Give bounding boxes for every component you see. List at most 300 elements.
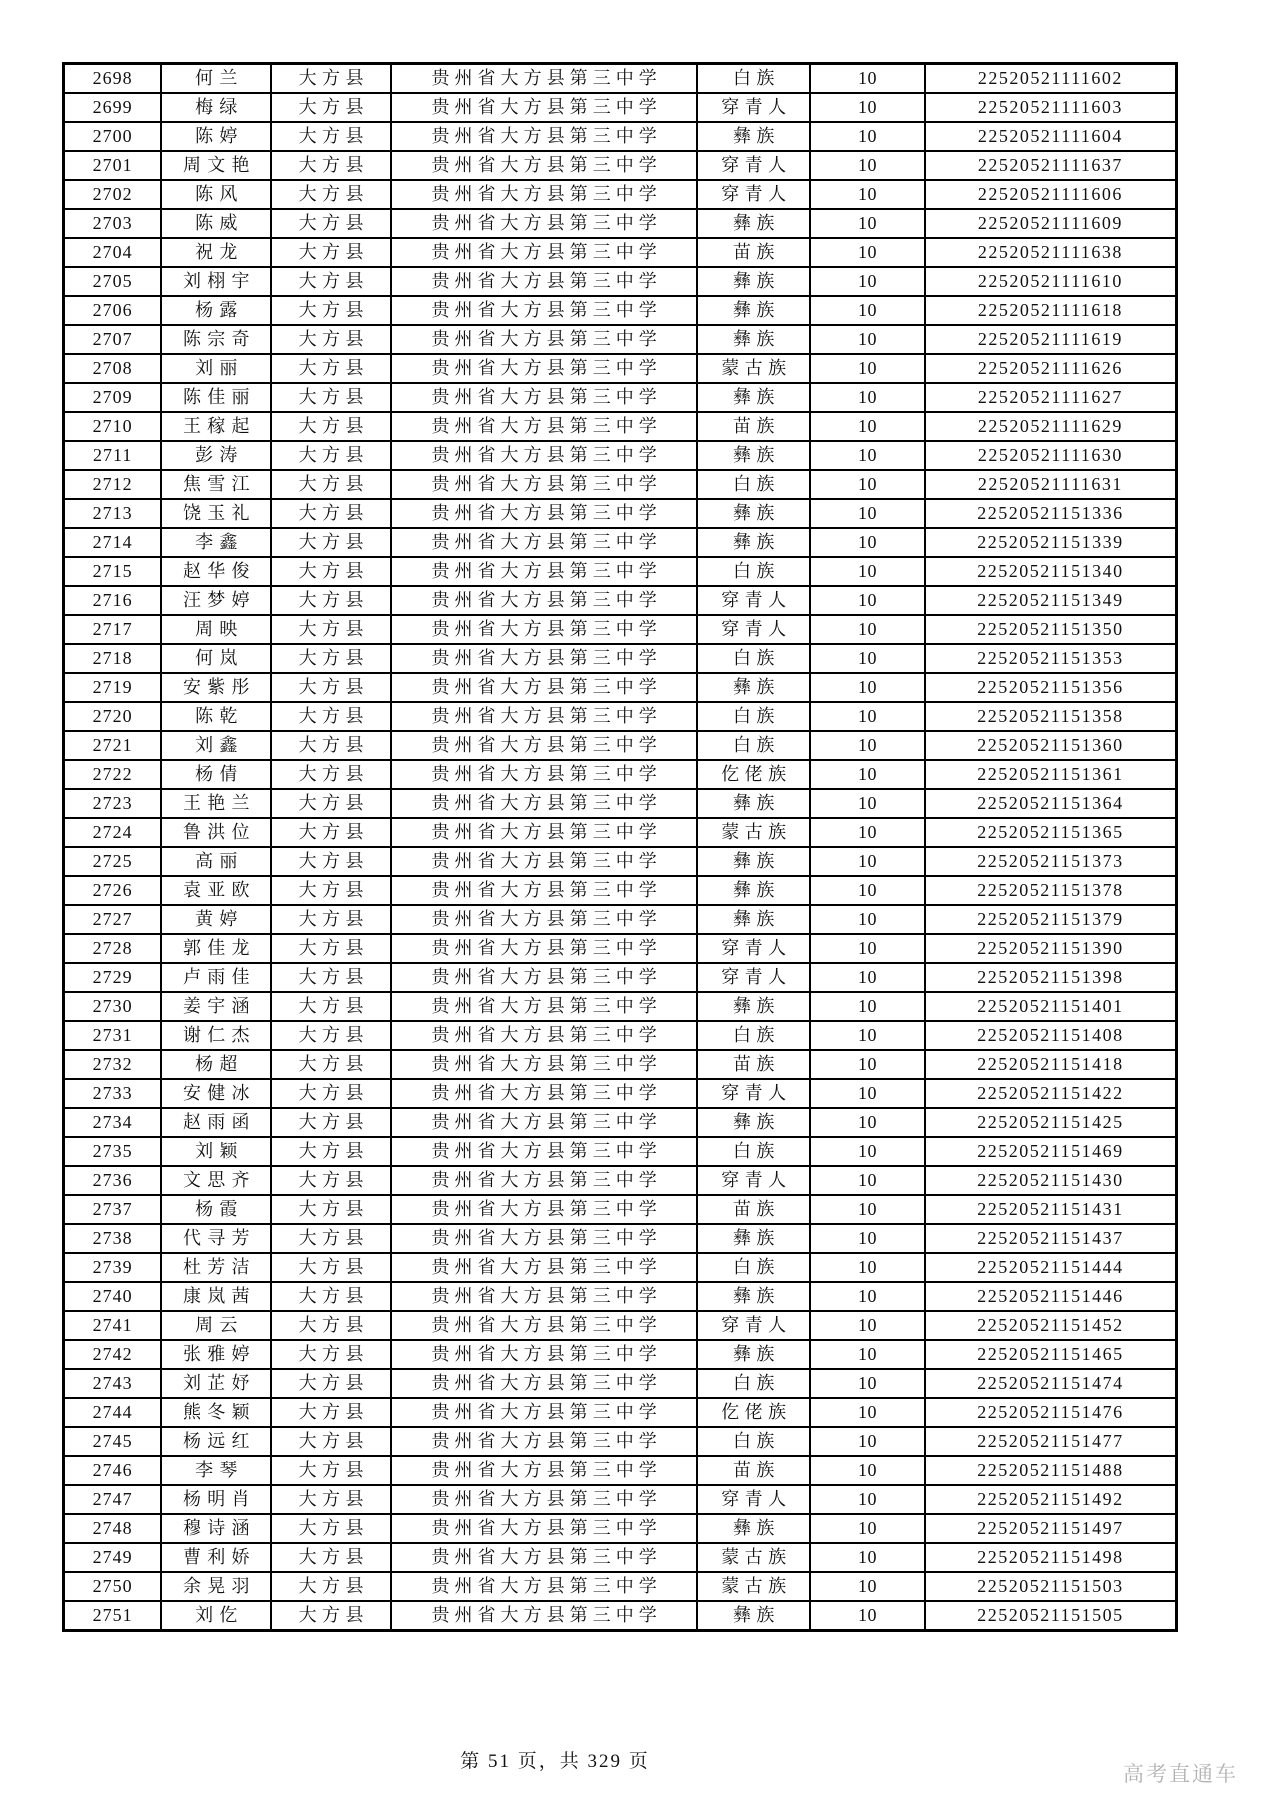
student-name-cell: 谢仁杰 bbox=[161, 1021, 271, 1050]
student-name-cell: 安紫彤 bbox=[161, 673, 271, 702]
school-cell: 贵州省大方县第三中学 bbox=[391, 1311, 697, 1340]
county-cell: 大方县 bbox=[271, 818, 391, 847]
serial-number-cell: 2722 bbox=[64, 760, 162, 789]
serial-number-cell: 2744 bbox=[64, 1398, 162, 1427]
county-cell: 大方县 bbox=[271, 412, 391, 441]
serial-number-cell: 2747 bbox=[64, 1485, 162, 1514]
school-cell: 贵州省大方县第三中学 bbox=[391, 1485, 697, 1514]
table-row bbox=[64, 702, 1177, 731]
table-row bbox=[64, 267, 1177, 296]
table-row bbox=[64, 238, 1177, 267]
exam-id-cell: 22520521151422 bbox=[925, 1079, 1177, 1108]
county-cell: 大方县 bbox=[271, 1543, 391, 1572]
school-cell: 贵州省大方县第三中学 bbox=[391, 586, 697, 615]
county-cell: 大方县 bbox=[271, 180, 391, 209]
ethnicity-cell: 彝族 bbox=[697, 1601, 810, 1631]
score-value-cell: 10 bbox=[810, 1311, 925, 1340]
ethnicity-cell: 穿青人 bbox=[697, 586, 810, 615]
school-cell: 贵州省大方县第三中学 bbox=[391, 673, 697, 702]
school-cell: 贵州省大方县第三中学 bbox=[391, 1514, 697, 1543]
school-cell: 贵州省大方县第三中学 bbox=[391, 1050, 697, 1079]
school-cell: 贵州省大方县第三中学 bbox=[391, 1137, 697, 1166]
serial-number-cell: 2750 bbox=[64, 1572, 162, 1601]
table-row bbox=[64, 905, 1177, 934]
ethnicity-cell: 白族 bbox=[697, 644, 810, 673]
table-row bbox=[64, 1021, 1177, 1050]
exam-id-cell: 22520521151350 bbox=[925, 615, 1177, 644]
school-cell: 贵州省大方县第三中学 bbox=[391, 847, 697, 876]
county-cell: 大方县 bbox=[271, 1079, 391, 1108]
ethnicity-cell: 穿青人 bbox=[697, 615, 810, 644]
ethnicity-cell: 彝族 bbox=[697, 1224, 810, 1253]
ethnicity-cell: 彝族 bbox=[697, 528, 810, 557]
serial-number-cell: 2714 bbox=[64, 528, 162, 557]
student-name-cell: 周云 bbox=[161, 1311, 271, 1340]
student-name-cell: 杜芳洁 bbox=[161, 1253, 271, 1282]
county-cell: 大方县 bbox=[271, 876, 391, 905]
serial-number-cell: 2715 bbox=[64, 557, 162, 586]
serial-number-cell: 2717 bbox=[64, 615, 162, 644]
ethnicity-cell: 彝族 bbox=[697, 499, 810, 528]
student-name-cell: 黄婷 bbox=[161, 905, 271, 934]
student-name-cell: 卢雨佳 bbox=[161, 963, 271, 992]
exam-id-cell: 22520521151365 bbox=[925, 818, 1177, 847]
school-cell: 贵州省大方县第三中学 bbox=[391, 325, 697, 354]
ethnicity-cell: 苗族 bbox=[697, 1456, 810, 1485]
county-cell: 大方县 bbox=[271, 93, 391, 122]
school-cell: 贵州省大方县第三中学 bbox=[391, 1340, 697, 1369]
ethnicity-cell: 彝族 bbox=[697, 992, 810, 1021]
county-cell: 大方县 bbox=[271, 1224, 391, 1253]
exam-id-cell: 22520521151336 bbox=[925, 499, 1177, 528]
exam-id-cell: 22520521151430 bbox=[925, 1166, 1177, 1195]
exam-id-cell: 22520521151364 bbox=[925, 789, 1177, 818]
serial-number-cell: 2729 bbox=[64, 963, 162, 992]
score-value-cell: 10 bbox=[810, 1021, 925, 1050]
student-name-cell: 周映 bbox=[161, 615, 271, 644]
student-name-cell: 李琴 bbox=[161, 1456, 271, 1485]
county-cell: 大方县 bbox=[271, 992, 391, 1021]
school-cell: 贵州省大方县第三中学 bbox=[391, 963, 697, 992]
serial-number-cell: 2709 bbox=[64, 383, 162, 412]
student-name-cell: 陈宗奇 bbox=[161, 325, 271, 354]
student-name-cell: 刘芷妤 bbox=[161, 1369, 271, 1398]
score-value-cell: 10 bbox=[810, 499, 925, 528]
table-row bbox=[64, 1601, 1177, 1631]
student-name-cell: 刘栩宇 bbox=[161, 267, 271, 296]
table-row bbox=[64, 325, 1177, 354]
county-cell: 大方县 bbox=[271, 383, 391, 412]
table-row bbox=[64, 296, 1177, 325]
score-value-cell: 10 bbox=[810, 296, 925, 325]
serial-number-cell: 2728 bbox=[64, 934, 162, 963]
score-value-cell: 10 bbox=[810, 1079, 925, 1108]
student-name-cell: 姜宇涵 bbox=[161, 992, 271, 1021]
exam-id-cell: 22520521151477 bbox=[925, 1427, 1177, 1456]
score-value-cell: 10 bbox=[810, 412, 925, 441]
exam-id-cell: 22520521151361 bbox=[925, 760, 1177, 789]
school-cell: 贵州省大方县第三中学 bbox=[391, 615, 697, 644]
county-cell: 大方县 bbox=[271, 1572, 391, 1601]
school-cell: 贵州省大方县第三中学 bbox=[391, 1195, 697, 1224]
student-name-cell: 陈威 bbox=[161, 209, 271, 238]
county-cell: 大方县 bbox=[271, 1166, 391, 1195]
table-row bbox=[64, 760, 1177, 789]
serial-number-cell: 2741 bbox=[64, 1311, 162, 1340]
serial-number-cell: 2707 bbox=[64, 325, 162, 354]
table-row bbox=[64, 1485, 1177, 1514]
student-name-cell: 余晃羽 bbox=[161, 1572, 271, 1601]
serial-number-cell: 2726 bbox=[64, 876, 162, 905]
score-value-cell: 10 bbox=[810, 1572, 925, 1601]
school-cell: 贵州省大方县第三中学 bbox=[391, 702, 697, 731]
score-value-cell: 10 bbox=[810, 1398, 925, 1427]
serial-number-cell: 2737 bbox=[64, 1195, 162, 1224]
table-row bbox=[64, 1543, 1177, 1572]
student-name-cell: 赵华俊 bbox=[161, 557, 271, 586]
ethnicity-cell: 白族 bbox=[697, 1137, 810, 1166]
student-name-cell: 陈乾 bbox=[161, 702, 271, 731]
exam-id-cell: 22520521111630 bbox=[925, 441, 1177, 470]
score-value-cell: 10 bbox=[810, 586, 925, 615]
serial-number-cell: 2743 bbox=[64, 1369, 162, 1398]
score-value-cell: 10 bbox=[810, 1224, 925, 1253]
score-value-cell: 10 bbox=[810, 1456, 925, 1485]
student-name-cell: 杨明肖 bbox=[161, 1485, 271, 1514]
school-cell: 贵州省大方县第三中学 bbox=[391, 180, 697, 209]
county-cell: 大方县 bbox=[271, 1311, 391, 1340]
score-value-cell: 10 bbox=[810, 847, 925, 876]
table-row bbox=[64, 180, 1177, 209]
ethnicity-cell: 蒙古族 bbox=[697, 818, 810, 847]
exam-id-cell: 22520521151360 bbox=[925, 731, 1177, 760]
ethnicity-cell: 苗族 bbox=[697, 1195, 810, 1224]
county-cell: 大方县 bbox=[271, 673, 391, 702]
ethnicity-cell: 彝族 bbox=[697, 1514, 810, 1543]
exam-id-cell: 22520521151418 bbox=[925, 1050, 1177, 1079]
ethnicity-cell: 白族 bbox=[697, 1369, 810, 1398]
serial-number-cell: 2702 bbox=[64, 180, 162, 209]
serial-number-cell: 2700 bbox=[64, 122, 162, 151]
exam-id-cell: 22520521151503 bbox=[925, 1572, 1177, 1601]
serial-number-cell: 2736 bbox=[64, 1166, 162, 1195]
student-name-cell: 高丽 bbox=[161, 847, 271, 876]
ethnicity-cell: 穿青人 bbox=[697, 93, 810, 122]
table-row bbox=[64, 1137, 1177, 1166]
serial-number-cell: 2735 bbox=[64, 1137, 162, 1166]
student-name-cell: 刘仡 bbox=[161, 1601, 271, 1631]
serial-number-cell: 2746 bbox=[64, 1456, 162, 1485]
table-row bbox=[64, 644, 1177, 673]
ethnicity-cell: 白族 bbox=[697, 557, 810, 586]
serial-number-cell: 2724 bbox=[64, 818, 162, 847]
table-row bbox=[64, 1369, 1177, 1398]
student-name-cell: 何兰 bbox=[161, 64, 271, 94]
table-row bbox=[64, 673, 1177, 702]
county-cell: 大方县 bbox=[271, 731, 391, 760]
table-row bbox=[64, 1456, 1177, 1485]
ethnicity-cell: 彝族 bbox=[697, 122, 810, 151]
ethnicity-cell: 彝族 bbox=[697, 847, 810, 876]
table-row bbox=[64, 1427, 1177, 1456]
score-value-cell: 10 bbox=[810, 557, 925, 586]
school-cell: 贵州省大方县第三中学 bbox=[391, 151, 697, 180]
school-cell: 贵州省大方县第三中学 bbox=[391, 760, 697, 789]
county-cell: 大方县 bbox=[271, 1485, 391, 1514]
serial-number-cell: 2751 bbox=[64, 1601, 162, 1631]
county-cell: 大方县 bbox=[271, 209, 391, 238]
ethnicity-cell: 彝族 bbox=[697, 1340, 810, 1369]
ethnicity-cell: 苗族 bbox=[697, 1050, 810, 1079]
county-cell: 大方县 bbox=[271, 354, 391, 383]
county-cell: 大方县 bbox=[271, 122, 391, 151]
school-cell: 贵州省大方县第三中学 bbox=[391, 209, 697, 238]
student-name-cell: 穆诗涵 bbox=[161, 1514, 271, 1543]
table-row bbox=[64, 731, 1177, 760]
table-row bbox=[64, 528, 1177, 557]
score-value-cell: 10 bbox=[810, 1166, 925, 1195]
serial-number-cell: 2701 bbox=[64, 151, 162, 180]
school-cell: 贵州省大方县第三中学 bbox=[391, 1021, 697, 1050]
score-value-cell: 10 bbox=[810, 267, 925, 296]
score-value-cell: 10 bbox=[810, 1514, 925, 1543]
score-value-cell: 10 bbox=[810, 1543, 925, 1572]
school-cell: 贵州省大方县第三中学 bbox=[391, 1282, 697, 1311]
ethnicity-cell: 蒙古族 bbox=[697, 1543, 810, 1572]
ethnicity-cell: 仡佬族 bbox=[697, 1398, 810, 1427]
table-row bbox=[64, 934, 1177, 963]
county-cell: 大方县 bbox=[271, 963, 391, 992]
serial-number-cell: 2706 bbox=[64, 296, 162, 325]
table-row bbox=[64, 470, 1177, 499]
serial-number-cell: 2742 bbox=[64, 1340, 162, 1369]
ethnicity-cell: 彝族 bbox=[697, 905, 810, 934]
score-value-cell: 10 bbox=[810, 383, 925, 412]
county-cell: 大方县 bbox=[271, 557, 391, 586]
serial-number-cell: 2748 bbox=[64, 1514, 162, 1543]
student-name-cell: 陈风 bbox=[161, 180, 271, 209]
exam-id-cell: 22520521111629 bbox=[925, 412, 1177, 441]
school-cell: 贵州省大方县第三中学 bbox=[391, 876, 697, 905]
county-cell: 大方县 bbox=[271, 1195, 391, 1224]
score-value-cell: 10 bbox=[810, 644, 925, 673]
exam-id-cell: 22520521151444 bbox=[925, 1253, 1177, 1282]
school-cell: 贵州省大方县第三中学 bbox=[391, 1253, 697, 1282]
county-cell: 大方县 bbox=[271, 586, 391, 615]
county-cell: 大方县 bbox=[271, 1427, 391, 1456]
score-value-cell: 10 bbox=[810, 1601, 925, 1631]
ethnicity-cell: 白族 bbox=[697, 1253, 810, 1282]
exam-id-cell: 22520521151465 bbox=[925, 1340, 1177, 1369]
score-value-cell: 10 bbox=[810, 1485, 925, 1514]
student-name-cell: 安健冰 bbox=[161, 1079, 271, 1108]
student-name-cell: 梅绿 bbox=[161, 93, 271, 122]
exam-id-cell: 22520521151358 bbox=[925, 702, 1177, 731]
student-name-cell: 陈佳丽 bbox=[161, 383, 271, 412]
county-cell: 大方县 bbox=[271, 325, 391, 354]
exam-id-cell: 22520521151488 bbox=[925, 1456, 1177, 1485]
county-cell: 大方县 bbox=[271, 760, 391, 789]
table-row bbox=[64, 1311, 1177, 1340]
student-name-cell: 赵雨函 bbox=[161, 1108, 271, 1137]
student-name-cell: 鲁洪位 bbox=[161, 818, 271, 847]
school-cell: 贵州省大方县第三中学 bbox=[391, 1398, 697, 1427]
score-value-cell: 10 bbox=[810, 1340, 925, 1369]
exam-id-cell: 22520521151431 bbox=[925, 1195, 1177, 1224]
table-row bbox=[64, 1514, 1177, 1543]
serial-number-cell: 2716 bbox=[64, 586, 162, 615]
watermark: 高考直通车 bbox=[1123, 1763, 1238, 1786]
county-cell: 大方县 bbox=[271, 267, 391, 296]
table-row bbox=[64, 1195, 1177, 1224]
table-row bbox=[64, 847, 1177, 876]
student-name-cell: 张雅婷 bbox=[161, 1340, 271, 1369]
score-value-cell: 10 bbox=[810, 963, 925, 992]
county-cell: 大方县 bbox=[271, 1282, 391, 1311]
serial-number-cell: 2708 bbox=[64, 354, 162, 383]
county-cell: 大方县 bbox=[271, 1398, 391, 1427]
serial-number-cell: 2730 bbox=[64, 992, 162, 1021]
serial-number-cell: 2740 bbox=[64, 1282, 162, 1311]
county-cell: 大方县 bbox=[271, 644, 391, 673]
serial-number-cell: 2713 bbox=[64, 499, 162, 528]
student-name-cell: 李鑫 bbox=[161, 528, 271, 557]
ethnicity-cell: 彝族 bbox=[697, 1282, 810, 1311]
table-row bbox=[64, 1108, 1177, 1137]
serial-number-cell: 2710 bbox=[64, 412, 162, 441]
exam-id-cell: 22520521151340 bbox=[925, 557, 1177, 586]
ethnicity-cell: 苗族 bbox=[697, 238, 810, 267]
serial-number-cell: 2705 bbox=[64, 267, 162, 296]
score-value-cell: 10 bbox=[810, 64, 925, 94]
score-value-cell: 10 bbox=[810, 441, 925, 470]
serial-number-cell: 2721 bbox=[64, 731, 162, 760]
exam-id-cell: 22520521111638 bbox=[925, 238, 1177, 267]
exam-id-cell: 22520521151390 bbox=[925, 934, 1177, 963]
exam-id-cell: 22520521151474 bbox=[925, 1369, 1177, 1398]
school-cell: 贵州省大方县第三中学 bbox=[391, 441, 697, 470]
table-row bbox=[64, 64, 1177, 94]
score-value-cell: 10 bbox=[810, 1195, 925, 1224]
student-name-cell: 杨超 bbox=[161, 1050, 271, 1079]
student-name-cell: 王艳兰 bbox=[161, 789, 271, 818]
exam-id-cell: 22520521111603 bbox=[925, 93, 1177, 122]
ethnicity-cell: 白族 bbox=[697, 702, 810, 731]
serial-number-cell: 2745 bbox=[64, 1427, 162, 1456]
ethnicity-cell: 白族 bbox=[697, 470, 810, 499]
school-cell: 贵州省大方县第三中学 bbox=[391, 1456, 697, 1485]
score-value-cell: 10 bbox=[810, 1108, 925, 1137]
exam-id-cell: 22520521111619 bbox=[925, 325, 1177, 354]
school-cell: 贵州省大方县第三中学 bbox=[391, 267, 697, 296]
exam-id-cell: 22520521151339 bbox=[925, 528, 1177, 557]
exam-id-cell: 22520521111618 bbox=[925, 296, 1177, 325]
ethnicity-cell: 白族 bbox=[697, 1427, 810, 1456]
score-value-cell: 10 bbox=[810, 180, 925, 209]
county-cell: 大方县 bbox=[271, 1253, 391, 1282]
serial-number-cell: 2698 bbox=[64, 64, 162, 94]
serial-number-cell: 2738 bbox=[64, 1224, 162, 1253]
score-value-cell: 10 bbox=[810, 992, 925, 1021]
table-row bbox=[64, 789, 1177, 818]
student-name-cell: 杨霞 bbox=[161, 1195, 271, 1224]
school-cell: 贵州省大方县第三中学 bbox=[391, 1166, 697, 1195]
score-value-cell: 10 bbox=[810, 876, 925, 905]
student-roster-table bbox=[62, 62, 1178, 1632]
ethnicity-cell: 彝族 bbox=[697, 1108, 810, 1137]
serial-number-cell: 2704 bbox=[64, 238, 162, 267]
table-row bbox=[64, 992, 1177, 1021]
county-cell: 大方县 bbox=[271, 64, 391, 94]
student-name-cell: 熊冬颖 bbox=[161, 1398, 271, 1427]
table-row bbox=[64, 876, 1177, 905]
student-name-cell: 曹利娇 bbox=[161, 1543, 271, 1572]
county-cell: 大方县 bbox=[271, 1137, 391, 1166]
school-cell: 贵州省大方县第三中学 bbox=[391, 818, 697, 847]
county-cell: 大方县 bbox=[271, 905, 391, 934]
county-cell: 大方县 bbox=[271, 499, 391, 528]
score-value-cell: 10 bbox=[810, 1137, 925, 1166]
student-name-cell: 陈婷 bbox=[161, 122, 271, 151]
county-cell: 大方县 bbox=[271, 1369, 391, 1398]
student-name-cell: 郭佳龙 bbox=[161, 934, 271, 963]
table-row bbox=[64, 441, 1177, 470]
ethnicity-cell: 白族 bbox=[697, 64, 810, 94]
school-cell: 贵州省大方县第三中学 bbox=[391, 934, 697, 963]
table-row bbox=[64, 499, 1177, 528]
county-cell: 大方县 bbox=[271, 847, 391, 876]
serial-number-cell: 2732 bbox=[64, 1050, 162, 1079]
serial-number-cell: 2739 bbox=[64, 1253, 162, 1282]
exam-id-cell: 22520521111602 bbox=[925, 64, 1177, 94]
county-cell: 大方县 bbox=[271, 296, 391, 325]
ethnicity-cell: 彝族 bbox=[697, 383, 810, 412]
student-name-cell: 刘丽 bbox=[161, 354, 271, 383]
exam-id-cell: 22520521151378 bbox=[925, 876, 1177, 905]
table-row bbox=[64, 963, 1177, 992]
serial-number-cell: 2718 bbox=[64, 644, 162, 673]
score-value-cell: 10 bbox=[810, 760, 925, 789]
exam-id-cell: 22520521151498 bbox=[925, 1543, 1177, 1572]
score-value-cell: 10 bbox=[810, 93, 925, 122]
exam-id-cell: 22520521151401 bbox=[925, 992, 1177, 1021]
school-cell: 贵州省大方县第三中学 bbox=[391, 1572, 697, 1601]
county-cell: 大方县 bbox=[271, 238, 391, 267]
serial-number-cell: 2725 bbox=[64, 847, 162, 876]
score-value-cell: 10 bbox=[810, 615, 925, 644]
ethnicity-cell: 彝族 bbox=[697, 789, 810, 818]
serial-number-cell: 2720 bbox=[64, 702, 162, 731]
county-cell: 大方县 bbox=[271, 702, 391, 731]
county-cell: 大方县 bbox=[271, 151, 391, 180]
ethnicity-cell: 彝族 bbox=[697, 267, 810, 296]
exam-id-cell: 22520521111627 bbox=[925, 383, 1177, 412]
score-value-cell: 10 bbox=[810, 1253, 925, 1282]
table-row bbox=[64, 1398, 1177, 1427]
exam-id-cell: 22520521111631 bbox=[925, 470, 1177, 499]
student-name-cell: 何岚 bbox=[161, 644, 271, 673]
school-cell: 贵州省大方县第三中学 bbox=[391, 731, 697, 760]
student-name-cell: 焦雪江 bbox=[161, 470, 271, 499]
ethnicity-cell: 苗族 bbox=[697, 412, 810, 441]
ethnicity-cell: 彝族 bbox=[697, 296, 810, 325]
county-cell: 大方县 bbox=[271, 1050, 391, 1079]
ethnicity-cell: 蒙古族 bbox=[697, 354, 810, 383]
score-value-cell: 10 bbox=[810, 354, 925, 383]
table-row bbox=[64, 818, 1177, 847]
student-name-cell: 刘颖 bbox=[161, 1137, 271, 1166]
county-cell: 大方县 bbox=[271, 1021, 391, 1050]
